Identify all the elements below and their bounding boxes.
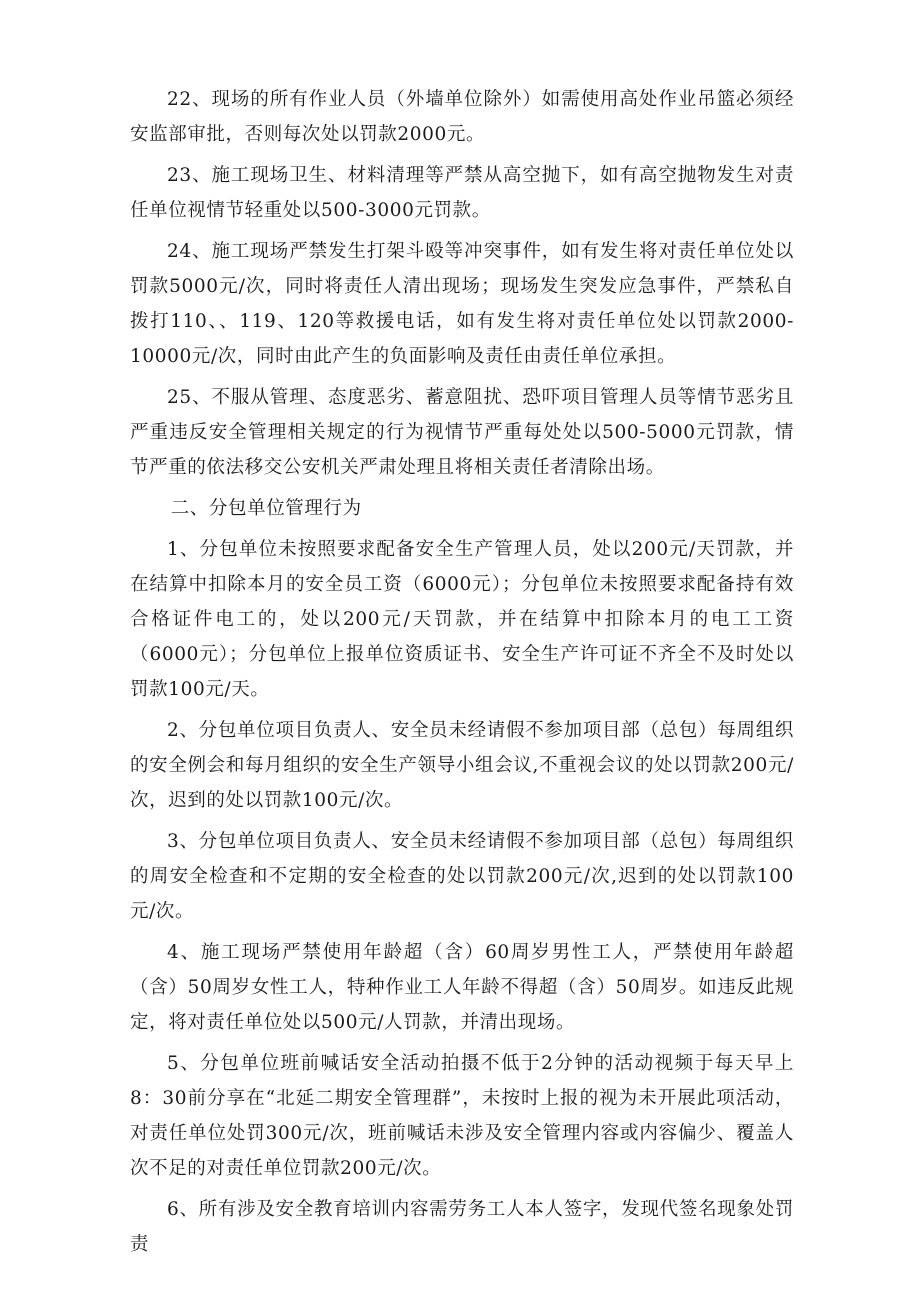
clause-22: 22、现场的所有作业人员（外墙单位除外）如需使用高处作业吊篮必须经安监部审批，否则每次处以罚款2000元。 [130,89,794,145]
section-item-2: 2、分包单位项目负责人、安全员未经请假不参加项目部（总包）每周组织的安全例会和每月组织的安全生产领导小组会议,不重视会议的处以罚款200元/次，迟到的处以罚款100元/次。 [130,720,794,811]
section-item-4: 4、施工现场严禁使用年龄超（含）60周岁男性工人，严禁使用年龄超（含）50周岁女性工人，特种作业工人年龄不得超（含）50周岁。如违反此规定，将对责任单位处以500元/人罚款，并清出现场。 [130,942,794,1033]
section-heading: 二、分包单位管理行为 [170,498,362,519]
clause-24: 24、施工现场严禁发生打架斗殴等冲突事件，如有发生将对责任单位处以罚款5000元/次，同时将责任人清出现场；现场发生突发应急事件，严禁私自拨打110、、119、120等救援电话，如有发生将对责任单位处以罚款2000-10000元/次，同时由此产生的负面影响及责任由责任单位承担。 [130,241,794,367]
section-item-3: 3、分包单位项目负责人、安全员未经请假不参加项目部（总包）每周组织的周安全检查和不定期的安全检查的处以罚款200元/次,迟到的处以罚款100元/次。 [130,831,794,922]
document-body [130,82,794,1268]
clause-25: 25、不服从管理、态度恶劣、蓄意阻扰、恐吓项目管理人员等情节恶劣且严重违反安全管理相关规定的行为视情节严重每处处以500-5000元罚款，情节严重的依法移交公安机关严肃处理且将相关责任者清除出场。 [130,387,794,478]
section-item-6: 6、所有涉及安全教育培训内容需劳务工人本人签字，发现代签名现象处罚责 [130,1199,794,1255]
section-item-5: 5、分包单位班前喊话安全活动拍摄不低于2分钟的活动视频于每天早上8：30前分享在“北延二期安全管理群”，未按时上报的视为未开展此项活动，对责任单位处罚300元/次，班前喊话未涉及安全管理内容或内容偏少、覆盖人次不足的对责任单位罚款200元/次。 [130,1053,794,1179]
clause-23: 23、施工现场卫生、材料清理等严禁从高空抛下，如有高空抛物发生对责任单位视情节轻重处以500-3000元罚款。 [130,165,794,221]
section-item-1: 1、分包单位未按照要求配备安全生产管理人员，处以200元/天罚款，并在结算中扣除本月的安全员工资（6000元）；分包单位未按照要求配备持有效合格证件电工的，处以200元/天罚款，并在结算中扣除本月的电工工资（6000元）；分包单位上报单位资质证书、安全生产许可证不齐全不及时处以罚款100元/天。 [130,539,794,700]
